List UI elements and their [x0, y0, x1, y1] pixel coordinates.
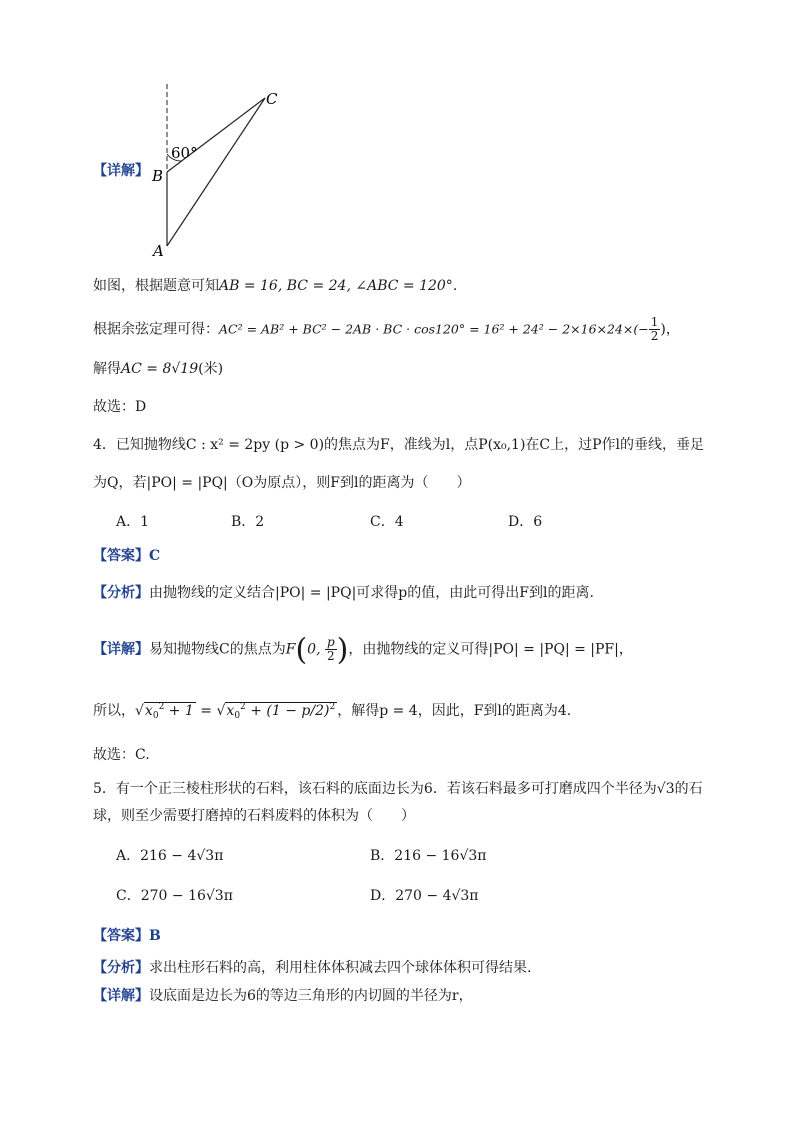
q4-detail-text-a: 易知抛物线C的焦点为 — [149, 641, 286, 658]
q4-answer: 【答案】C — [93, 548, 161, 564]
q5-analysis-text: 求出柱形石料的高，利用柱体体积减去四个球体体积可得结果. — [149, 960, 532, 976]
q4-calc — [93, 697, 571, 726]
q3-line1-text: 如图，根据题意可知 — [93, 278, 219, 294]
frac-num-p: p — [326, 635, 335, 649]
q3-answer: 故选：D — [93, 399, 147, 415]
q4-detail — [93, 632, 633, 668]
q5-option-b: B．216 − 16√3π — [370, 848, 487, 864]
q4-stem-line2: 为Q，若|PO| = |PQ|（O为原点），则F到l的距离为（ ） — [93, 475, 471, 491]
q5-stem-line1: 5．有一个正三棱柱形状的石料，该石料的底面边长为6．若该石料最多可打磨成四个半径为√3的石 — [93, 781, 703, 797]
q5-option-d: D．270 − 4√3π — [370, 888, 479, 904]
q3-line3-unit: (米) — [198, 361, 224, 377]
q4-option-c: C．4 — [370, 514, 404, 530]
focus-zero: 0, — [307, 641, 325, 658]
point-label-c: C — [266, 90, 278, 108]
segment-ac — [167, 98, 265, 246]
point-label-b: B — [152, 167, 164, 185]
q4-option-a: A．1 — [116, 514, 150, 530]
q5-analysis-tag: 【分析】 — [93, 960, 149, 976]
q3-line2 — [93, 316, 680, 343]
q3-line1-period: . — [452, 278, 458, 294]
q5-answer: 【答案】B — [93, 928, 161, 944]
paren-open: ( — [295, 632, 308, 668]
paren-close: ) — [336, 632, 349, 668]
q5-analysis — [93, 958, 531, 978]
point-label-a: A — [153, 242, 164, 260]
q5-detail — [93, 986, 473, 1006]
q5-detail-text: 设底面是边长为6的等边三角形的内切圆的半径为r， — [149, 988, 473, 1004]
frac-den: 2 — [650, 329, 659, 343]
q4-detail-text-b: ，由抛物线的定义可得|PO| = |PQ| = |PF|， — [348, 641, 633, 658]
q3-line1 — [93, 276, 457, 296]
q3-line2-text: 根据余弦定理可得： — [93, 321, 219, 338]
q3-line3 — [93, 359, 223, 379]
q4-option-d: D．6 — [508, 514, 543, 530]
q5-option-a: A．216 − 4√3π — [116, 848, 224, 864]
q4-calc-text-b: ，解得p = 4，因此，F到l的距离为4. — [337, 703, 572, 719]
q3-line2-math: AC² = AB² + BC² − 2AB · BC · cos120° = 16² + 24² − 2×16×24×(− — [219, 321, 649, 337]
q4-final: 故选：C. — [93, 747, 150, 763]
detail-tag-figure: 【详解】 — [93, 163, 149, 179]
q4-stem-line1: 4．已知抛物线C : x² = 2py (p > 0)的焦点为F，准线为l，点P(x₀,1)在C上，过P作l的垂线，垂足 — [93, 437, 705, 453]
q3-line1-math: AB = 16, BC = 24, ∠ABC = 120° — [219, 278, 453, 294]
q3-fraction — [649, 316, 661, 343]
q5-detail-tag: 【详解】 — [93, 988, 149, 1004]
q5-stem-line2: 球，则至少需要打磨掉的石料废料的体积为（ ） — [93, 808, 415, 824]
q4-analysis-tag: 【分析】 — [93, 585, 149, 601]
angle-label: 60° — [171, 144, 198, 162]
q4-detail-tag: 【详解】 — [93, 641, 149, 658]
sqrt-left: $√x_0^2 + 1$ = — [135, 702, 217, 721]
sqrt-right: $√x_0^2 + (1 - p/2)^2$ — [216, 702, 336, 721]
q4-focus-label: F — [285, 641, 296, 658]
q4-calc-text-a: 所以， — [93, 703, 135, 719]
q3-line2-end: )， — [660, 321, 680, 338]
frac-den-2: 2 — [326, 649, 335, 663]
q4-focus-fraction — [325, 636, 337, 663]
q3-line3-text: 解得 — [93, 361, 121, 377]
frac-num: 1 — [650, 315, 659, 329]
q4-analysis-text: 由抛物线的定义结合|PO| = |PQ|可求得p的值，由此可得出F到l的距离. — [149, 585, 594, 601]
q4-option-b: B．2 — [231, 514, 265, 530]
q3-line3-math: AC = 8√19 — [121, 361, 199, 377]
triangle-figure — [0, 0, 794, 270]
q5-option-c: C．270 − 16√3π — [116, 888, 233, 904]
q4-analysis — [93, 583, 594, 603]
